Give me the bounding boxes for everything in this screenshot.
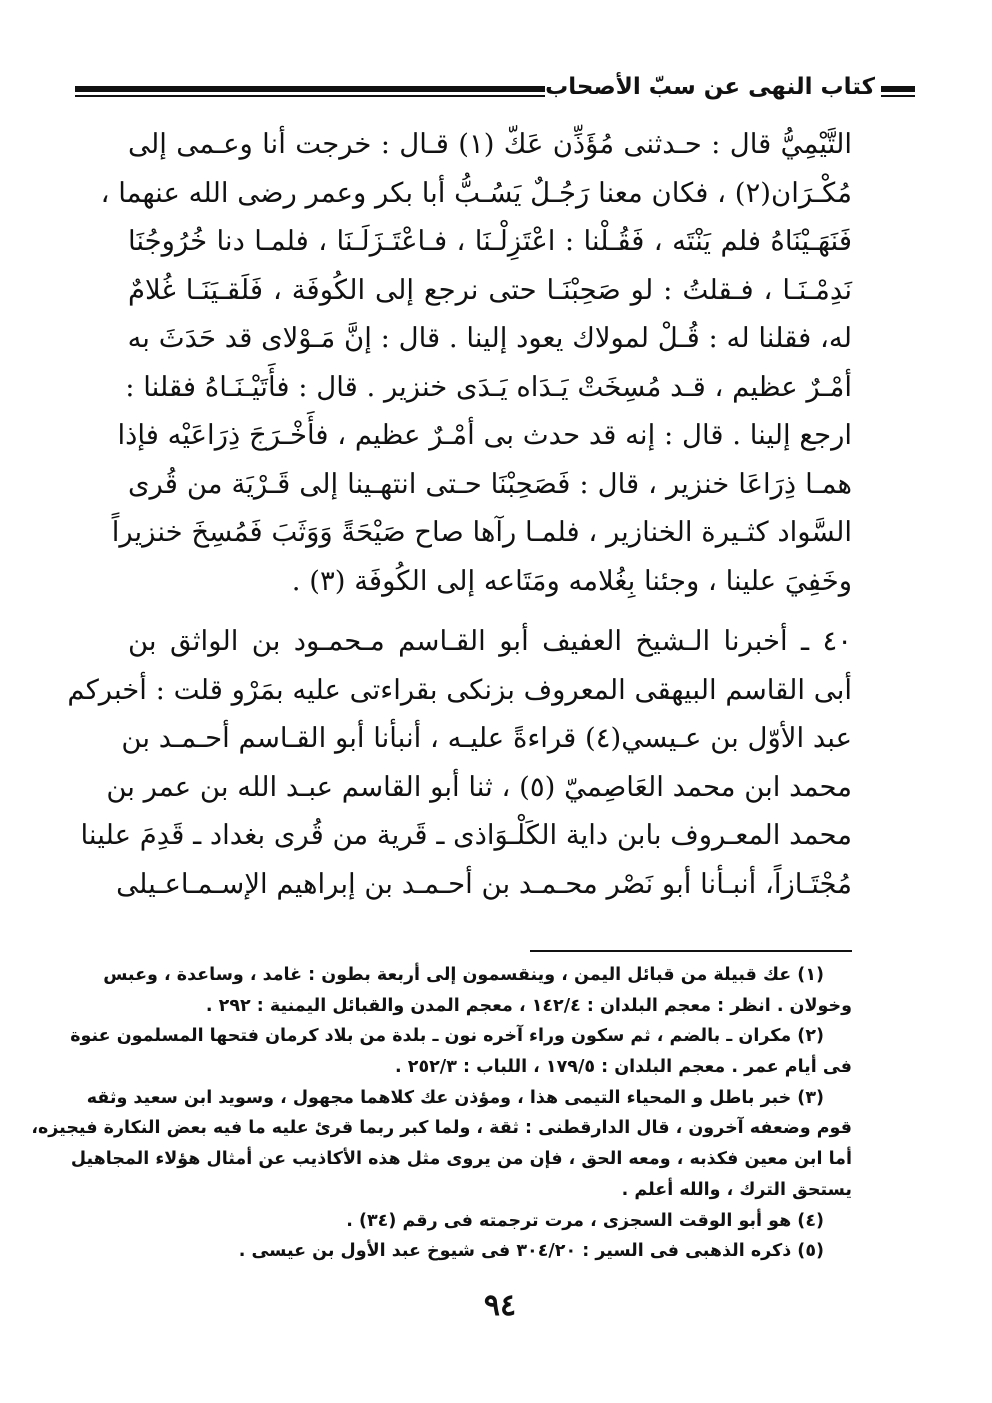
footnote-line: (٣) خبر باطل و المحياء التيمى هذا ، ومؤذن عك كلاهما مجهول ، وسويد ابن سعيد وثقه	[86, 1087, 824, 1108]
header-title: كتاب النهى عن سبّ الأصحاب	[545, 74, 875, 100]
footnote-separator	[530, 950, 852, 952]
text-line: له، فقلنا له : قُـلْ لمولاك يعود إلينا . قال : إنَّ مَـوْلاى قد حَدَثَ به	[127, 322, 852, 354]
footnote-line: أما ابن معين فكذبه ، ومعه الحق ، فإن من يروى مثل هذه الأكاذيب عن أمثال هؤلاء المجاهيل	[70, 1149, 852, 1170]
text-line: فَنَهَـيْنَاهُ فلم يَنْتَه ، فَقُـلْنا : اعْتَزِلْـنَا ، فـاعْتَـزَلَـنَا ، فلمـا دنا خُرُوجُنَا	[128, 225, 852, 257]
page-number: ٩٤	[483, 1288, 517, 1323]
footnote-line: (٥) ذكره الذهبى فى السير : ٣٠٤/٢٠ فى شيوخ عبد الأول بن عيسى .	[238, 1241, 824, 1262]
running-header	[75, 72, 915, 112]
text-line: ٤٠ ـ أخبرنا الـشيخ العفيف أبو القـاسم مـحمـود بن الواثق بن	[128, 625, 852, 657]
footnote-line: (٤) هو أبو الوقت السجزى ، مرت ترجمته فى رقم (٣٤) .	[346, 1210, 824, 1231]
text-line: مُجْتَـازاً، أنبـأنا أبو نَصْر محـمـد بن أحـمـد بن إبراهيم الإسـمـاعـيلى	[116, 867, 852, 900]
text-line: أبى القاسم البيهقى المعروف بزنكى بقراءتى عليه بمَرْو قلت : أخبركم	[67, 673, 852, 706]
header-rule-left	[75, 86, 545, 100]
footnote-line: وخولان . انظر : معجم البلدان : ١٤٢/٤ ، معجم المدن والقبائل اليمنية : ٢٩٢ .	[205, 995, 852, 1016]
text-line: السَّواد كثـيرة الخنازير ، فلمـا رآها صاح صَيْحَةً وَوَثَبَ فَمُسِخَ خنزيراً	[111, 516, 852, 548]
text-line: عبد الأوّل بن عـيسي(٤) قراءةً عليـه ، أنبأنا أبو القـاسم أحـمـد بن	[121, 722, 852, 754]
text-line: محمد المعـروف بابن داية الكَلْـوَاذى ـ قَرية من قُرى بغداد ـ قَدِمَ علينا	[80, 819, 852, 851]
text-line: محمد ابن محمد العَاصِميّ (٥) ، ثنا أبو القاسم عبـد الله بن عمر بن	[106, 770, 852, 803]
text-line: أمْـرٌ عظيم ، قـد مُسِخَتْ يَـدَاه يَـدَى خنزير . قال : فأَتَيْـنَـاهُ فقلنا :	[125, 370, 852, 403]
footnote-line: (٢) مكران ـ بالضم ، ثم سكون وراء آخره نون ـ بلدة من بلاد كرمان فتحها المسلمون عنوة	[70, 1026, 824, 1047]
text-line: وخَفِيَ علينا ، وجئنا بِغُلامه ومَتَاعه إلى الكُوفَة (٣) .	[291, 564, 852, 597]
text-line: التَّيْمِيُّ قال : حـدثنى مُؤَذِّن عَكّ (١) قـال : خرجت أنا وعـمى إلى	[128, 128, 852, 160]
text-line: مُكْـرَان(٢) ، فكان معنا رَجُـلٌ يَسُـبُّ أبا بكر وعمر رضى الله عنهما ،	[100, 176, 852, 209]
text-line: نَدِمْـنَـا ، فـقلتُ : لو صَحِبْنَـا حتى نرجع إلى الكُوفَة ، فَلَقـيَنَـا غُلامٌ	[128, 273, 852, 306]
footnote-line: (١) عك قبيلة من قبائل اليمن ، وينقسمون إلى أربعة بطون : غامد ، وساعدة ، وعبس	[103, 965, 824, 985]
footnotes	[31, 960, 852, 1267]
text-line: ارجع إلينا . قال : إنه قد حدث بى أمْـرٌ عظيم ، فأَخْـرَجَ ذِرَاعَيْه فإذا	[117, 419, 852, 451]
main-text	[67, 120, 852, 908]
header-rule-right	[881, 86, 915, 100]
footnote-line: قوم وضعفه آخرون ، قال الدارقطنى : ثقة ، ولما كبر ربما قرئ عليه ما فيه بعض النكارة فيجيزه،	[31, 1118, 852, 1139]
footnote-line: يستحق الترك ، والله أعلم .	[621, 1179, 852, 1200]
text-line: همـا ذِرَاعَا خنزير ، قال : فَصَحِبْنَا حـتى انتهـينا إلى قَـرْيَة من قُرى	[128, 467, 852, 500]
footnote-line: فى أيام عمر . معجم البلدان : ١٧٩/٥ ، اللباب : ٢٥٢/٣ .	[395, 1057, 852, 1078]
